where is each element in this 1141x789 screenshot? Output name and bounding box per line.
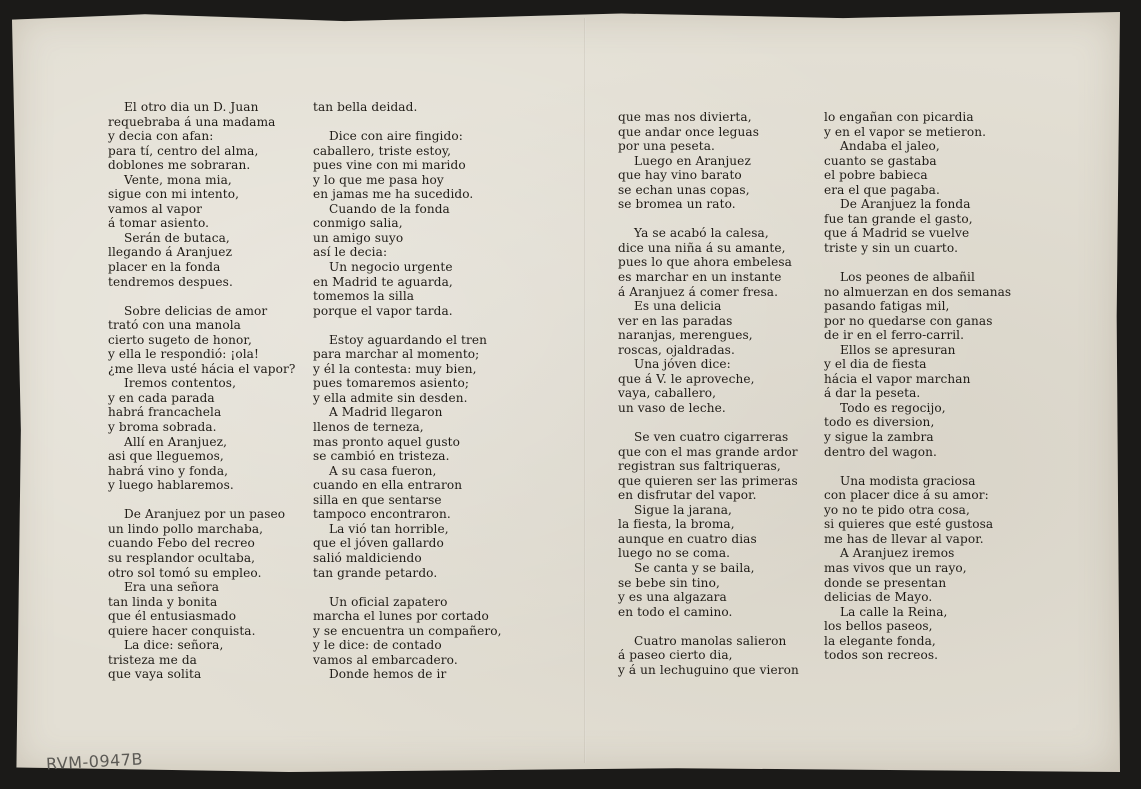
poem-line: y es una algazara <box>618 590 727 605</box>
poem-line: vamos al vapor <box>108 201 203 216</box>
poem-line: Dice con aire fingido: <box>329 129 463 144</box>
poem-line: ver en las paradas <box>618 313 733 328</box>
poem-line: se echan unas copas, <box>618 182 750 197</box>
poem-line: con placer dice á su amor: <box>824 488 989 503</box>
poem-line: donde se presentan <box>824 575 947 590</box>
poem-line: así le decia: <box>313 245 388 260</box>
poem-line: si quieres que esté gustosa <box>824 517 994 532</box>
poem-line: á tomar asiento. <box>108 216 210 231</box>
poem-line: no almuerzan en dos semanas <box>824 284 1012 299</box>
poem-line: Un negocio urgente <box>329 260 453 275</box>
poem-line: y él la contesta: muy bien, <box>313 361 477 376</box>
poem-line: se bromea un rato. <box>618 197 736 212</box>
poem-line: Se canta y se baila, <box>634 560 755 575</box>
poem-line: un amigo suyo <box>313 230 404 245</box>
poem-line: llegando á Aranjuez <box>108 245 233 260</box>
poem-line: sigue con mi intento, <box>108 187 240 202</box>
poem-line: á dar la peseta. <box>824 386 921 401</box>
poem-line: roscas, ojaldradas. <box>618 342 735 357</box>
poem-column-4 <box>824 110 1011 663</box>
poem-line: Estoy aguardando el tren <box>329 332 488 347</box>
poem-line: silla en que sentarse <box>313 492 442 507</box>
poem-line: otro sol tomó su empleo. <box>108 565 262 580</box>
poem-line: y en el vapor se metieron. <box>824 124 987 139</box>
poem-line: salió maldiciendo <box>313 550 422 565</box>
poem-line: De Aranjuez por un paseo <box>124 507 286 522</box>
poem-line: se cambió en tristeza. <box>313 449 450 464</box>
poem-line: que el jóven gallardo <box>313 536 444 551</box>
poem-line: triste y sin un cuarto. <box>824 240 959 255</box>
poem-line: que andar once leguas <box>618 124 760 139</box>
poem-line: conmigo salia, <box>313 216 403 231</box>
poem-line: Cuando de la fonda <box>329 201 450 216</box>
poem-line: lo engañan con picardia <box>824 110 974 124</box>
poem-line: Se ven cuatro cigarreras <box>634 430 789 445</box>
poem-line: y ella le respondió: ¡ola! <box>108 347 259 362</box>
poem-line: y se encuentra un compañero, <box>313 623 502 638</box>
poem-line: tan bella deidad. <box>313 100 418 114</box>
poem-line: que con el mas grande ardor <box>618 444 798 459</box>
poem-line: y sigue la zambra <box>824 430 934 445</box>
poem-line: para marchar al momento; <box>313 347 480 362</box>
poem-line: un vaso de leche. <box>618 400 726 415</box>
poem-line: un lindo pollo marchaba, <box>108 521 264 536</box>
poem-line: El otro dia un D. Juan <box>124 100 259 114</box>
poem-line: tendremos despues. <box>108 274 233 289</box>
poem-line: es marchar en un instante <box>618 270 782 285</box>
poem-line: que quieren ser las primeras <box>618 473 798 488</box>
poem-line: en disfrutar del vapor. <box>618 488 757 503</box>
poem-line: asi que lleguemos, <box>108 449 224 464</box>
poem-line: todos son recreos. <box>824 648 939 663</box>
poem-line: cuando en ella entraron <box>313 478 463 493</box>
poem-line: y le dice: de contado <box>313 638 442 653</box>
poem-line: pasando fatigas mil, <box>824 299 950 314</box>
poem-line: todo es diversion, <box>824 415 935 430</box>
poem-line: marcha el lunes por cortado <box>313 609 489 624</box>
poem-line: por una peseta. <box>618 139 715 154</box>
poem-line: y luego hablaremos. <box>108 478 234 493</box>
poem-line: y á un lechuguino que vieron <box>618 662 799 677</box>
poem-line: pues tomaremos asiento; <box>313 376 470 391</box>
poem-line: Iremos contentos, <box>124 376 237 391</box>
poem-line: doblones me sobraran. <box>108 158 251 173</box>
poem-line: Ellos se apresuran <box>840 342 956 357</box>
poem-line: A Aranjuez iremos <box>840 546 955 561</box>
poem-line: Allí en Aranjuez, <box>124 434 228 449</box>
poem-line: porque el vapor tarda. <box>313 303 453 318</box>
poem-line: mas vivos que un rayo, <box>824 560 967 575</box>
poem-line: La dice: señora, <box>124 638 224 653</box>
poem-line: Vente, mona mia, <box>124 172 232 187</box>
poem-line: y broma sobrada. <box>108 420 217 435</box>
poem-line: Es una delicia <box>634 299 722 314</box>
poem-line: Donde hemos de ir <box>329 667 447 682</box>
poem-line: caballero, triste estoy, <box>313 143 452 158</box>
poem-line: vamos al embarcadero. <box>313 652 458 667</box>
poem-line: A su casa fueron, <box>329 463 437 478</box>
poem-line: luego no se coma. <box>618 546 731 561</box>
poem-line: vaya, caballero, <box>618 386 717 401</box>
poem-line: Una modista graciosa <box>840 473 976 488</box>
poem-line: la elegante fonda, <box>824 633 936 648</box>
poem-line: pues vine con mi marido <box>313 158 466 173</box>
poem-line: Serán de butaca, <box>124 230 230 245</box>
poem-line: mas pronto aquel gusto <box>313 434 460 449</box>
poem-line: placer en la fonda <box>108 260 221 275</box>
poem-line: que hay vino barato <box>618 168 742 183</box>
poem-line: delicias de Mayo. <box>824 590 933 605</box>
poem-line: quiere hacer conquista. <box>108 623 256 638</box>
poem-line: por no quedarse con ganas <box>824 313 993 328</box>
poem-line: y en cada parada <box>108 390 215 405</box>
poem-column-2 <box>313 100 502 682</box>
catalog-mark: RVM-0947B <box>45 749 144 774</box>
poem-line: trató con una manola <box>108 318 241 333</box>
poem-line: el pobre babieca <box>824 168 928 183</box>
center-fold <box>584 18 586 763</box>
poem-line: Cuatro manolas salieron <box>634 633 787 648</box>
poem-line: que á V. le aproveche, <box>618 371 755 386</box>
poem-line: cuanto se gastaba <box>824 153 937 168</box>
poem-line: habrá vino y fonda, <box>108 463 229 478</box>
poem-line: los bellos paseos, <box>824 619 933 634</box>
poem-line: ¿me lleva usté hácia el vapor? <box>108 361 296 376</box>
poem-line: y decia con afan: <box>108 129 214 144</box>
poem-line: hácia el vapor marchan <box>824 371 971 386</box>
poem-column-3 <box>618 110 799 677</box>
poem-line: que él entusiasmado <box>108 609 237 624</box>
poem-line: tomemos la silla <box>313 289 415 304</box>
poem-line: que á Madrid se vuelve <box>824 226 970 241</box>
poem-line: y lo que me pasa hoy <box>313 172 444 187</box>
poem-line: registran sus faltriqueras, <box>618 459 781 474</box>
poem-line: cuando Febo del recreo <box>108 536 255 551</box>
poem-line: Era una señora <box>124 580 220 595</box>
poem-line: que vaya solita <box>108 667 202 682</box>
poem-line: Una jóven dice: <box>634 357 731 372</box>
poem-column-1 <box>108 100 295 682</box>
poem-line: su resplandor ocultaba, <box>108 550 256 565</box>
poem-line: Los peones de albañil <box>840 270 975 285</box>
poem-line: habrá francachela <box>108 405 222 420</box>
poem-line: yo no te pido otra cosa, <box>824 502 970 517</box>
poem-line: llenos de terneza, <box>313 420 424 435</box>
poem-line: en jamas me ha sucedido. <box>313 187 474 202</box>
poem-line: aunque en cuatro dias <box>618 531 757 546</box>
poem-line: de ir en el ferro-carril. <box>824 328 965 343</box>
poem-line: en Madrid te aguarda, <box>313 274 453 289</box>
poem-line: á Aranjuez á comer fresa. <box>618 284 779 299</box>
poem-line: Andaba el jaleo, <box>840 139 940 154</box>
poem-line: me has de llevar al vapor. <box>824 531 984 546</box>
poem-line: Luego en Aranjuez <box>634 153 751 168</box>
poem-line: pues lo que ahora embelesa <box>618 255 792 270</box>
poem-line: Sigue la jarana, <box>634 502 733 517</box>
poem-line: cierto sugeto de honor, <box>108 332 252 347</box>
poem-line: á paseo cierto dia, <box>618 648 733 663</box>
poem-line: y ella admite sin desden. <box>313 390 468 405</box>
poem-line: era el que pagaba. <box>824 182 940 197</box>
poem-line: dentro del wagon. <box>824 444 937 459</box>
poem-line: tampoco encontraron. <box>313 507 451 522</box>
poem-line: naranjas, merengues, <box>618 328 753 343</box>
poem-line: Ya se acabó la calesa, <box>634 226 769 241</box>
poem-line: Un oficial zapatero <box>329 594 448 609</box>
poem-line: fue tan grande el gasto, <box>824 211 973 226</box>
poem-line: tan linda y bonita <box>108 594 218 609</box>
poem-line: A Madrid llegaron <box>329 405 443 420</box>
poem-line: Sobre delicias de amor <box>124 303 268 318</box>
poem-line: La vió tan horrible, <box>329 521 449 536</box>
poem-line: La calle la Reina, <box>840 604 948 619</box>
poem-line: para tí, centro del alma, <box>108 143 259 158</box>
poem-line: se bebe sin tino, <box>618 575 720 590</box>
poem-line: tan grande petardo. <box>313 565 438 580</box>
poem-line: y el dia de fiesta <box>824 357 927 372</box>
poem-line: en todo el camino. <box>618 604 733 619</box>
poem-line: Todo es regocijo, <box>840 400 946 415</box>
poem-line: tristeza me da <box>108 652 197 667</box>
poem-line: dice una niña á su amante, <box>618 240 786 255</box>
poem-line: la fiesta, la broma, <box>618 517 735 532</box>
poem-line: De Aranjuez la fonda <box>840 197 971 212</box>
poem-line: que mas nos divierta, <box>618 110 752 124</box>
poem-line: requebraba á una madama <box>108 114 276 129</box>
